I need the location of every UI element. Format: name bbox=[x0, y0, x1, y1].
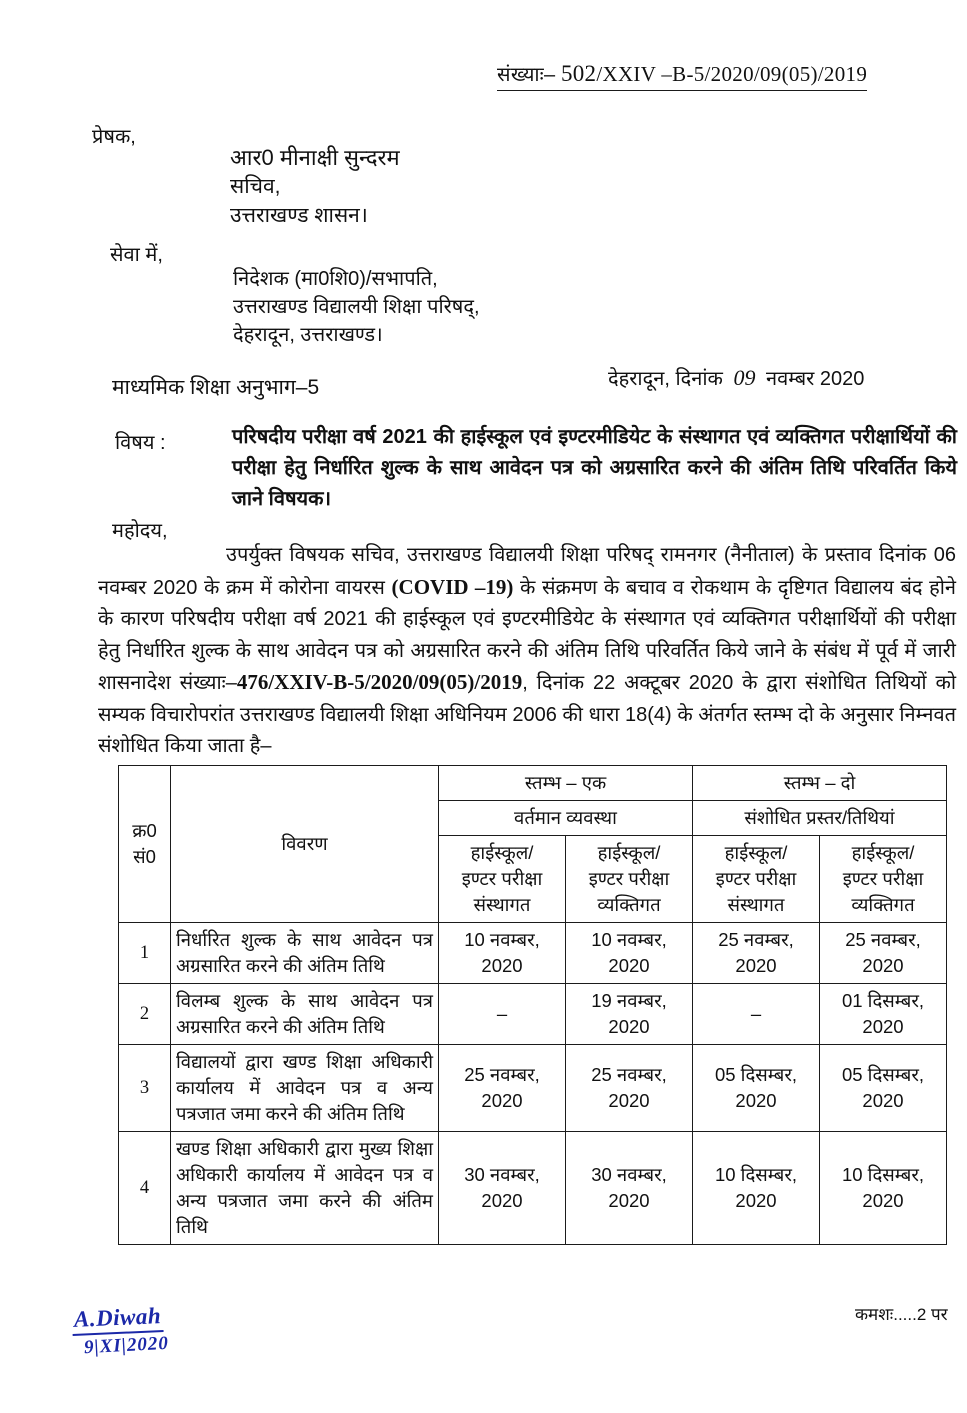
handwritten-signature bbox=[72, 1305, 169, 1357]
date-line-2: 2020 bbox=[735, 955, 777, 976]
table-head bbox=[119, 766, 947, 923]
header-subcol-revised-institutional bbox=[693, 836, 820, 923]
row-description: विद्यालयों द्वारा खण्ड शिक्षा अधिकारी कार्यालय में आवेदन पत्र व अन्य पत्रजात जमा करने की अंतिम तिथि bbox=[171, 1045, 439, 1132]
to-block bbox=[233, 265, 480, 349]
header-group-1-title: स्तम्भ – एक bbox=[439, 766, 693, 801]
sender-organisation: उत्तराखण्ड शासन। bbox=[230, 204, 368, 227]
table-header-row-1 bbox=[119, 766, 947, 801]
reference-number-label: संख्याः– bbox=[497, 64, 556, 86]
date-label: दिनांक bbox=[675, 368, 723, 390]
date-line-1: 05 दिसम्बर, bbox=[714, 1064, 798, 1085]
subcol-line-1: हाईस्कूल/ bbox=[470, 842, 534, 863]
subcol-line-1: हाईस्कूल/ bbox=[851, 842, 915, 863]
header-serial-no-line-1: क्र0 bbox=[132, 820, 157, 841]
date-line-2: 2020 bbox=[608, 1016, 650, 1037]
date-line-1: 25 नवम्बर, bbox=[718, 929, 794, 950]
subcol-line-2: इण्टर परीक्षा bbox=[715, 868, 797, 889]
cell-current-institutional: – bbox=[439, 984, 566, 1045]
signature-name: A.Diwah bbox=[71, 1303, 163, 1336]
body-paragraph bbox=[98, 540, 956, 763]
subcol-line-2: इण्टर परीक्षा bbox=[588, 868, 670, 889]
cell-current-institutional bbox=[439, 1045, 566, 1132]
date-line-1: 25 नवम्बर, bbox=[464, 1064, 540, 1085]
table-row bbox=[119, 1132, 947, 1245]
date-line-1: 01 दिसम्बर, bbox=[841, 990, 925, 1011]
date-line-1: 30 नवम्बर, bbox=[591, 1164, 667, 1185]
date-line-1: 30 नवम्बर, bbox=[464, 1164, 540, 1185]
recipient-line-2: उत्तराखण्ड विद्यालयी शिक्षा परिषद्, bbox=[233, 296, 480, 318]
body-part-1: उपर्युक्त विषयक सचिव, उत्तराखण्ड विद्यालयी शिक्षा परिषद् रामनगर (नैनीताल) के प्रस्ताव दिनांक 06 नवम्बर 2020 के क्रम में कोरोना वायरस bbox=[98, 544, 956, 599]
revised-dates-table-wrapper bbox=[118, 765, 946, 1245]
table-row bbox=[119, 984, 947, 1045]
header-group-1-subtitle: वर्तमान व्यवस्था bbox=[439, 801, 693, 836]
date-line-1: 25 नवम्बर, bbox=[591, 1064, 667, 1085]
header-serial-no-line-2: सं0 bbox=[133, 846, 156, 867]
signature-date: 9|XI|2020 bbox=[83, 1332, 170, 1359]
cell-revised-individual bbox=[820, 1045, 947, 1132]
date-month-year: नवम्बर 2020 bbox=[766, 368, 865, 390]
cell-revised-institutional bbox=[693, 1132, 820, 1245]
date-line-2: 2020 bbox=[735, 1090, 777, 1111]
table-row bbox=[119, 1045, 947, 1132]
to-label: सेवा में, bbox=[110, 244, 163, 266]
date-line-2: 2020 bbox=[608, 1090, 650, 1111]
date-line-2: 2020 bbox=[862, 1190, 904, 1211]
header-serial-no bbox=[119, 766, 171, 923]
cell-current-institutional bbox=[439, 1132, 566, 1245]
cell-current-individual bbox=[566, 1045, 693, 1132]
from-label: प्रेषक, bbox=[92, 126, 136, 148]
place: देहरादून, bbox=[608, 368, 670, 390]
date-line-1: 10 दिसम्बर, bbox=[841, 1164, 925, 1185]
salutation: महोदय, bbox=[112, 520, 168, 542]
cell-current-individual bbox=[566, 923, 693, 984]
place-and-date bbox=[608, 364, 864, 391]
row-serial-no: 1 bbox=[119, 923, 171, 984]
table-body bbox=[119, 923, 947, 1245]
recipient-line-1: निदेशक (मा0शि0)/सभापति, bbox=[233, 268, 438, 290]
sender-designation: सचिव, bbox=[230, 175, 281, 198]
body-part-3: , दिनांक 22 अक्टूबर 2020 के द्वारा संशोधित तिथियों को सम्यक विचारोपरांत उत्तराखण्ड विद्यालयी शिक्षा अधिनियम 2006 की धारा 18(4) के अंतर्गत स्तम्भ दो के अनुसार निम्नवत संशोधित किया जाता है– bbox=[98, 672, 956, 757]
row-serial-no: 3 bbox=[119, 1045, 171, 1132]
date-line-1: 05 दिसम्बर, bbox=[841, 1064, 925, 1085]
date-line-1: 10 नवम्बर, bbox=[591, 929, 667, 950]
date-line-2: 2020 bbox=[481, 1190, 523, 1211]
date-line-1: 10 दिसम्बर, bbox=[714, 1164, 798, 1185]
cell-revised-institutional bbox=[693, 923, 820, 984]
date-line-2: 2020 bbox=[608, 1190, 650, 1211]
cell-revised-individual bbox=[820, 923, 947, 984]
date-day-handwritten: 09 bbox=[733, 365, 756, 390]
previous-order-number: 476/XXIV-B-5/2020/09(05)/2019 bbox=[236, 670, 523, 694]
cell-current-individual bbox=[566, 984, 693, 1045]
date-line-1: 19 नवम्बर, bbox=[591, 990, 667, 1011]
header-subcol-current-individual bbox=[566, 836, 693, 923]
cell-revised-institutional bbox=[693, 1045, 820, 1132]
date-line-2: 2020 bbox=[481, 955, 523, 976]
recipient-line-3: देहरादून, उत्तराखण्ड। bbox=[233, 324, 383, 346]
subcol-line-2: इण्टर परीक्षा bbox=[461, 868, 543, 889]
date-line-1: 25 नवम्बर, bbox=[845, 929, 921, 950]
covid-reference: (COVID –19) bbox=[391, 574, 514, 599]
from-block bbox=[230, 143, 400, 230]
header-group-2-title: स्तम्भ – दो bbox=[693, 766, 947, 801]
subject-text: परिषदीय परीक्षा वर्ष 2021 की हाईस्कूल एवं इण्टरमीडियेट के संस्थागत एवं व्यक्तिगत परीक्षार्थियों की परीक्षा हेतु निर्धारित शुल्क के साथ आवेदन पत्र को अग्रसारित करने की अंतिम तिथि परिवर्तित किये जाने विषयक। bbox=[232, 426, 957, 510]
header-description: विवरण bbox=[171, 766, 439, 923]
date-line-2: 2020 bbox=[481, 1090, 523, 1111]
date-line-2: 2020 bbox=[608, 955, 650, 976]
cell-current-institutional bbox=[439, 923, 566, 984]
subcol-line-3: संस्थागत bbox=[727, 894, 785, 915]
date-line-2: 2020 bbox=[862, 955, 904, 976]
subcol-line-3: व्यक्तिगत bbox=[851, 894, 915, 915]
date-line-2: 2020 bbox=[862, 1016, 904, 1037]
subcol-line-3: संस्थागत bbox=[473, 894, 531, 915]
date-line-2: 2020 bbox=[862, 1090, 904, 1111]
row-description: निर्धारित शुल्क के साथ आवेदन पत्र अग्रसारित करने की अंतिम तिथि bbox=[171, 923, 439, 984]
reference-number-value: 502 bbox=[560, 61, 597, 86]
subcol-line-1: हाईस्कूल/ bbox=[724, 842, 788, 863]
subcol-line-3: व्यक्तिगत bbox=[597, 894, 661, 915]
row-description: विलम्ब शुल्क के साथ आवेदन पत्र अग्रसारित करने की अंतिम तिथि bbox=[171, 984, 439, 1045]
date-line-2: 2020 bbox=[735, 1190, 777, 1211]
row-serial-no: 4 bbox=[119, 1132, 171, 1245]
sender-name: आर0 मीनाक्षी सुन्दरम bbox=[230, 145, 400, 170]
continued-note: कमशः.....2 पर bbox=[855, 1305, 948, 1324]
cell-revised-individual bbox=[820, 984, 947, 1045]
revised-dates-table bbox=[118, 765, 947, 1245]
subcol-line-1: हाईस्कूल/ bbox=[597, 842, 661, 863]
header-subcol-current-institutional bbox=[439, 836, 566, 923]
reference-number bbox=[497, 60, 867, 91]
subject-label: विषय : bbox=[115, 432, 166, 454]
cell-revised-institutional: – bbox=[693, 984, 820, 1045]
header-subcol-revised-individual bbox=[820, 836, 947, 923]
table-row bbox=[119, 923, 947, 984]
reference-number-suffix: /XXIV –B-5/2020/09(05)/2019 bbox=[596, 62, 868, 86]
date-line-1: 10 नवम्बर, bbox=[464, 929, 540, 950]
subcol-line-2: इण्टर परीक्षा bbox=[842, 868, 924, 889]
header-group-2-subtitle: संशोधित प्रस्तर/तिथियां bbox=[693, 801, 947, 836]
section-name: माध्यमिक शिक्षा अनुभाग–5 bbox=[112, 376, 320, 399]
row-serial-no: 2 bbox=[119, 984, 171, 1045]
cell-revised-individual bbox=[820, 1132, 947, 1245]
cell-current-individual bbox=[566, 1132, 693, 1245]
body-part-2: के संक्रमण के बचाव व रोकथाम के दृष्टिगत विद्यालय बंद होने के कारण परिषदीय परीक्षा वर्ष 2021 की हाईस्कूल एवं इण्टरमीडियेट के संस्थागत एवं व्यक्तिगत परीक्षार्थियों की परीक्षा हेतु निर्धारित शुल्क के साथ आवेदन पत्र को अग्रसारित करने की अंतिम तिथि परिवर्तित किये जाने के संबंध में पूर्व में जारी शासनादेश संख्याः– bbox=[98, 576, 956, 694]
row-description: खण्ड शिक्षा अधिकारी द्वारा मुख्य शिक्षा अधिकारी कार्यालय में आवेदन पत्र व अन्य पत्रजात जमा करने की अंतिम तिथि bbox=[171, 1132, 439, 1245]
